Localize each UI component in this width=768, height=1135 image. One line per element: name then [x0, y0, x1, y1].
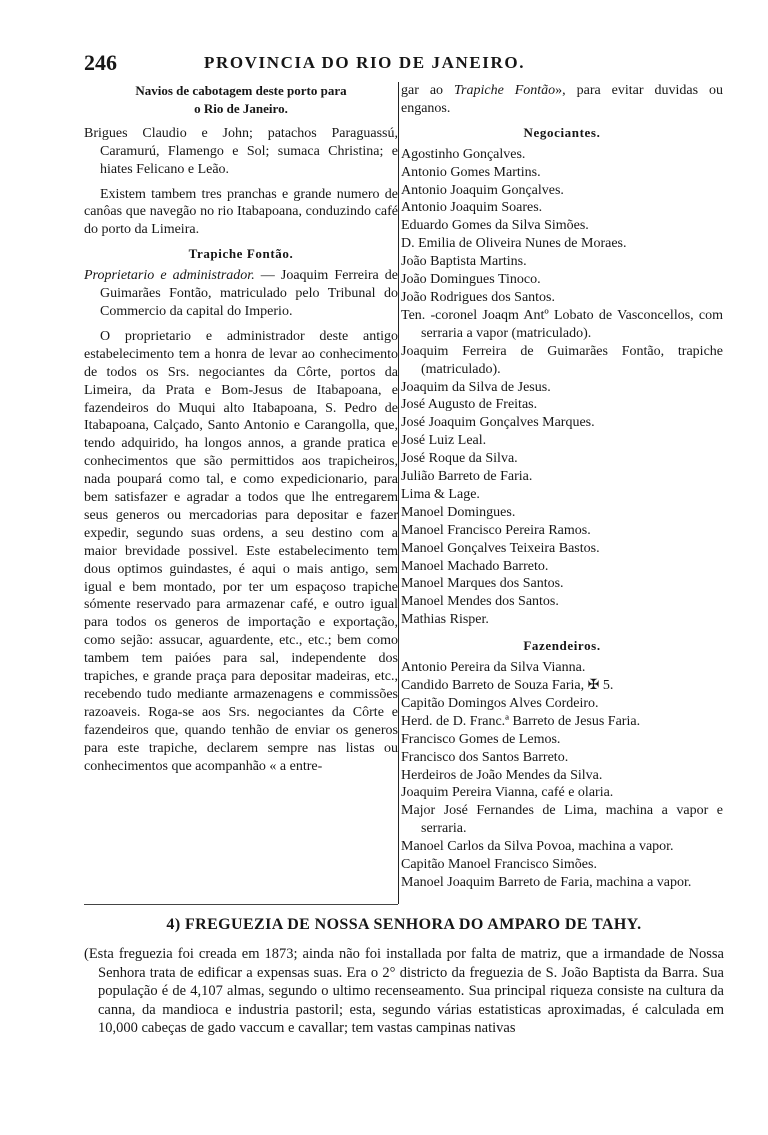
negociantes-heading: Negociantes. — [523, 124, 601, 140]
list-item: Manoel Francisco Pereira Ramos. — [401, 522, 591, 538]
list-item: João Domingues Tinoco. — [401, 272, 541, 288]
section-heading: 4) FREGUEZIA DE NOSSA SENHORA DO AMPARO DE TAHY. — [166, 916, 642, 933]
running-header — [84, 50, 724, 76]
list-item: Candido Barreto de Souza Faria, ✠ 5. — [401, 678, 614, 693]
left-bottom-rule — [84, 904, 398, 905]
right-column — [401, 82, 723, 904]
trapiche-name: Trapiche Fontão — [454, 83, 556, 98]
list-item: Herdeiros de João Mendes da Silva. — [401, 767, 603, 783]
freguezia-paragraph: (Esta freguezia foi creada em 1873; ainda não foi installada por falta de matriz, que a irmandade de Nossa Senhora trata de edificar a expensas suas. Era o 2° districto da freguezia de S. João Baptista da Barra. Sua população é de 4,107 almas, segundo o ultimo recenseamento. Sua principal riqueza consiste na cultura da canna, da mandioca e industria pastoril; esta, segundo várias estatisticas aproximadas, é calculada em 10,000 cabeças de gado vaccum e cavallar; tem vastas campinas nativas — [84, 946, 724, 1037]
list-item: José Joaquim Gonçalves Marques. — [401, 415, 595, 431]
navios-list: Brigues Claudio e John; patachos Paraguassú, Caramurú, Flamengo e Sol; sumaca Christina; e hiates Felicano e Leão. — [84, 125, 398, 177]
list-item: Capitão Manoel Francisco Simões. — [401, 857, 597, 873]
trapiche-heading: Trapiche Fontão. — [188, 246, 294, 262]
list-item: Agostinho Gonçalves. — [401, 146, 526, 162]
list-item: Antonio Joaquim Soares. — [401, 200, 543, 216]
proprietario-label: Proprietario e administrador. — [84, 268, 255, 284]
list-item: Joaquim Ferreira de Guimarães Fontão, trapiche (matriculado). — [401, 343, 723, 377]
list-item: Antonio Joaquim Gonçalves. — [401, 182, 564, 198]
list-item: Manoel Gonçalves Teixeira Bastos. — [401, 540, 600, 556]
trapiche-description: O proprietario e administrador deste antigo estabelecimento tem a honra de levar ao conhecimento de todos os Srs. negociantes da Côrte, portos da Limeira, da Prata e Bom-Jesus de Itabapoana, e fazendeiros do Muqui alto Itabapoana, S. Pedro de Itabapoana, Calçado, Santo Antonio e Carangolla, que, tendo adquirido, ha longos annos, a grande pratica e conhecimentos que são permittidos aos trapicheiros, nada poupará como tal, e como expedicionario, para bem satisfazer e agradar a todos que lhe entregarem seus generos ou mercadorias para depositar e fazer expedir, segundo suas ordens, a seu destino com a maior brevidade possivel. Este estabelecimento tem dous optimos guindastes, é aqui o mais antigo, sem igual e bem montado, por ter um espaçoso trapiche sómente reservado para armazenar café, e outro igual para todos os generos de importação e exportação, como sejão: assucar, aguardente, etc., etc.; bem como tambem tem paióes para sal, independente dos trapiches, e grande praça para depositar madeiras, etc., recebendo tudo mediante armazenagens e commissões razoaveis. Roga-se aos Srs. negociantes da Côrte e fazendeiros que, quando tenhão de enviar os generos para este trapiche, declarem sempre nas listas ou conhecimentos que acompanhão « a entre- — [84, 328, 398, 774]
page-number: 246 — [84, 50, 117, 75]
navios-heading: Navios de cabotagem deste porto para o Rio de Janeiro. — [135, 83, 347, 116]
list-item: Francisco Gomes de Lemos. — [401, 731, 561, 747]
list-item: Julião Barreto de Faria. — [401, 469, 533, 485]
section-body — [84, 945, 724, 1038]
list-item: Manoel Carlos da Silva Povoa, machina a vapor. — [401, 839, 674, 855]
column-divider — [398, 82, 399, 904]
list-item: Capitão Domingos Alves Cordeiro. — [401, 695, 599, 711]
list-item: Manoel Joaquim Barreto de Faria, machina a vapor. — [401, 874, 692, 890]
proprietario-paragraph — [84, 267, 398, 321]
list-item: Antonio Pereira da Silva Vianna. — [401, 660, 586, 676]
list-item: Eduardo Gomes da Silva Simões. — [401, 218, 589, 234]
list-item: Herd. de D. Franc.ª Barreto de Jesus Faria. — [401, 713, 641, 729]
pranchas-paragraph: Existem tambem tres pranchas e grande numero de canôas que navegão no rio Itabapoana, conduzindo café do porto da Limeira. — [84, 186, 398, 238]
list-item: Manoel Marques dos Santos. — [401, 576, 564, 592]
list-item: João Baptista Martins. — [401, 254, 527, 270]
list-item: Joaquim da Silva de Jesus. — [401, 379, 551, 395]
proprietario-text: — Joaquim Ferreira de Guimarães Fontão, matriculado pelo Tribunal do Commercio da capital do Imperio. — [100, 268, 399, 319]
list-item: Ten. -coronel Joaqm Antº Lobato de Vasconcellos, com serraria a vapor (matriculado). — [401, 307, 723, 341]
list-item: Francisco dos Santos Barreto. — [401, 749, 569, 765]
list-item: Manoel Domingues. — [401, 504, 516, 520]
list-item: Mathias Risper. — [401, 612, 489, 628]
left-column — [84, 82, 398, 904]
list-item: Joaquim Pereira Vianna, café e olaria. — [401, 785, 614, 801]
list-item: Manoel Machado Barreto. — [401, 558, 549, 574]
list-item: Antonio Gomes Martins. — [401, 164, 541, 180]
running-title: PROVINCIA DO RIO DE JANEIRO. — [204, 53, 526, 72]
negociantes-list — [401, 146, 723, 629]
fazendeiros-heading: Fazendeiros. — [523, 638, 601, 654]
list-item: João Rodrigues dos Santos. — [401, 289, 555, 305]
list-item: Manoel Mendes dos Santos. — [401, 594, 559, 610]
list-item: José Luiz Leal. — [401, 433, 487, 449]
list-item: José Augusto de Freitas. — [401, 397, 538, 413]
continuation-paragraph: gar ao Trapiche Fontão», para evitar duvidas ou enganos. — [401, 83, 723, 116]
list-item: Lima & Lage. — [401, 486, 480, 502]
list-item: José Roque da Silva. — [401, 451, 518, 467]
fazendeiros-list — [401, 659, 723, 892]
list-item: Major José Fernandes de Lima, machina a vapor e serraria. — [401, 803, 723, 837]
list-item: D. Emilia de Oliveira Nunes de Moraes. — [401, 236, 627, 252]
